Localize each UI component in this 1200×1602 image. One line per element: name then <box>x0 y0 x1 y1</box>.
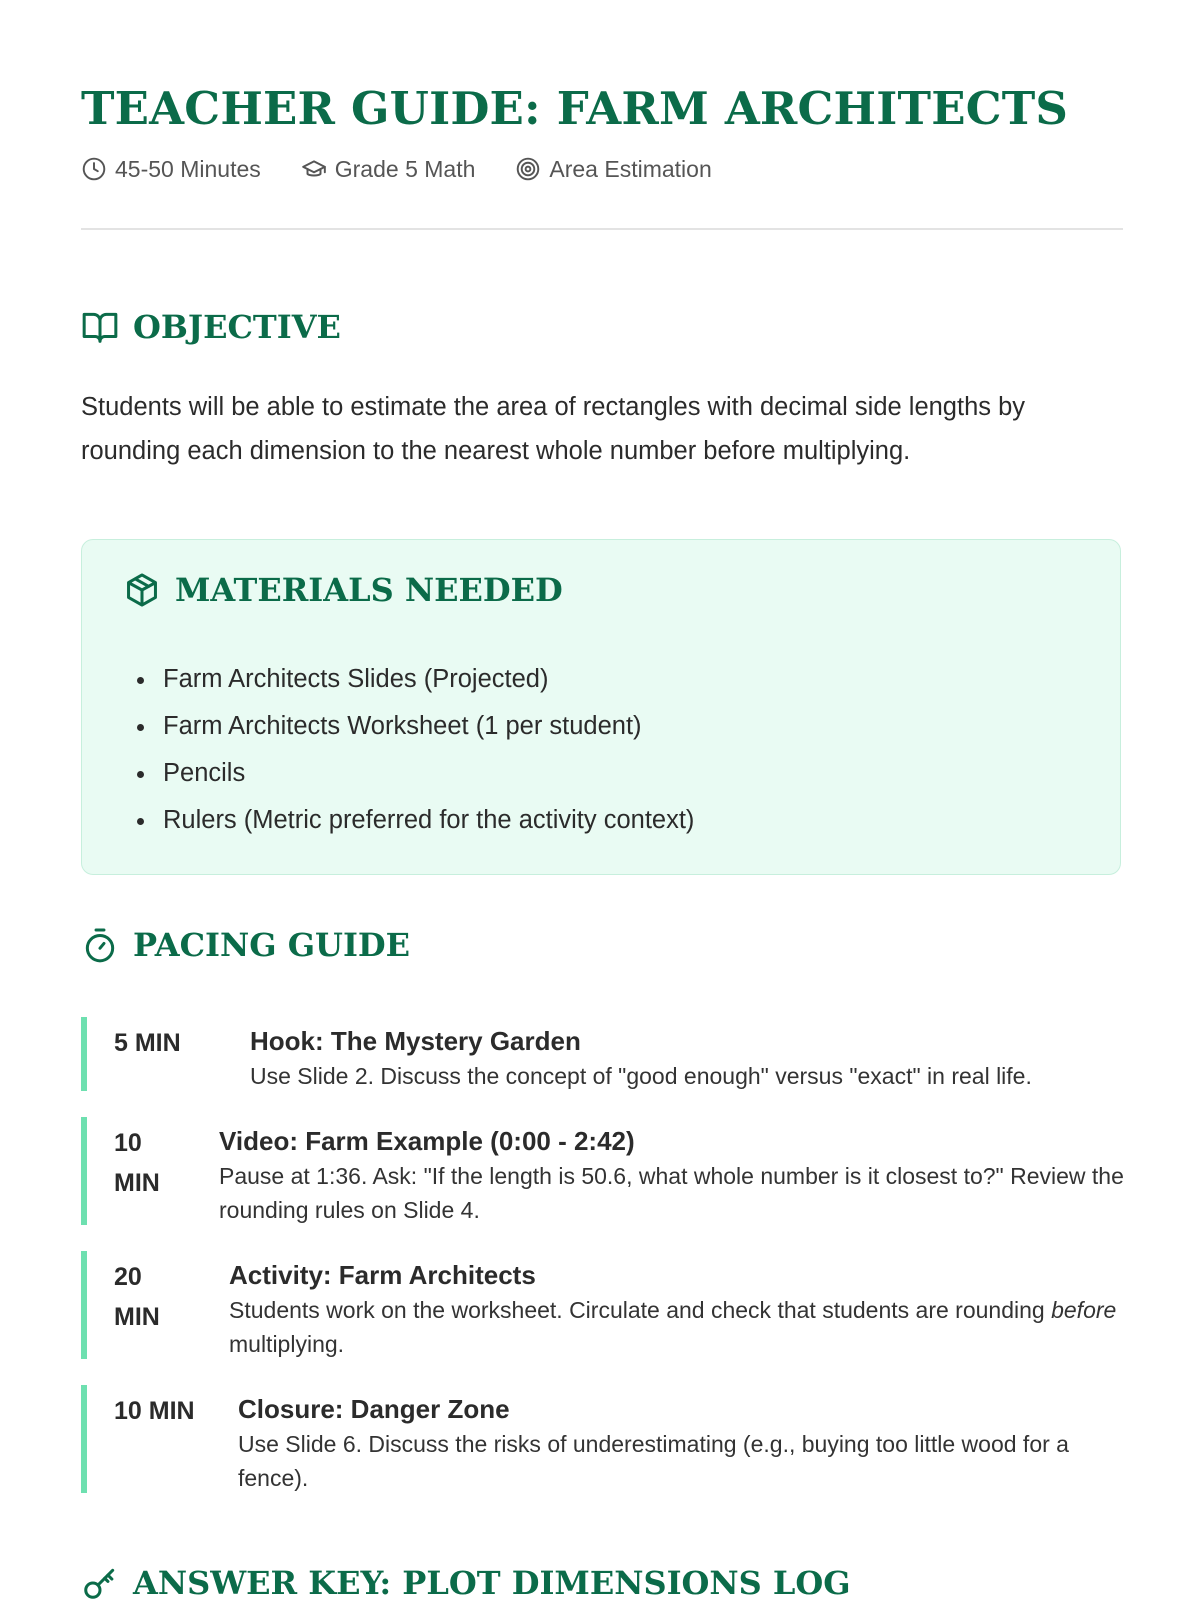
list-item: Farm Architects Slides (Projected) <box>163 656 694 703</box>
lesson-meta <box>81 154 712 184</box>
pacing-title: Hook: The Mystery Garden <box>250 1026 581 1056</box>
graduation-cap-icon <box>301 156 327 182</box>
pacing-desc: Pause at 1:36. Ask: "If the length is 50.6, what whole number is it closest to?" Review the rounding rules on Slide 4. <box>219 1163 1124 1223</box>
list-item: Pencils <box>163 750 694 797</box>
pacing-desc: Use Slide 2. Discuss the concept of "good enough" versus "exact" in real life. <box>250 1063 1032 1089</box>
open-book-icon <box>81 308 119 346</box>
pacing-heading-text: PACING GUIDE <box>133 926 411 964</box>
pacing-body <box>219 1123 1141 1227</box>
meta-grade <box>301 156 476 183</box>
pacing-time: 5 MIN <box>114 1029 181 1057</box>
pacing-time: 10 MIN <box>114 1397 195 1425</box>
box-icon <box>123 571 161 609</box>
meta-duration-text: 45-50 Minutes <box>115 155 261 182</box>
list-item: Rulers (Metric preferred for the activity context) <box>163 797 694 844</box>
clock-icon <box>81 156 107 182</box>
objective-text: Students will be able to estimate the area of rectangles with decimal side lengths by rounding each dimension to the nearest whole number before multiplying. <box>81 393 1026 465</box>
answer-key-heading-text: ANSWER KEY: PLOT DIMENSIONS LOG <box>133 1564 851 1602</box>
list-item: Farm Architects Worksheet (1 per student) <box>163 703 694 750</box>
stopwatch-icon <box>81 926 119 964</box>
pacing-row-activity <box>81 1251 1141 1359</box>
objective-heading <box>81 308 341 346</box>
meta-duration <box>81 156 261 183</box>
page-title: TEACHER GUIDE: FARM ARCHITECTS <box>81 82 1069 135</box>
pacing-time: 20 MIN <box>114 1263 160 1331</box>
pacing-row-video <box>81 1117 1141 1225</box>
materials-heading <box>123 571 563 609</box>
meta-grade-text: Grade 5 Math <box>334 155 476 182</box>
pacing-title: Activity: Farm Architects <box>229 1260 536 1290</box>
pacing-title: Closure: Danger Zone <box>238 1394 510 1424</box>
pacing-desc: Use Slide 6. Discuss the risks of underestimating (e.g., buying too little wood for a fence). <box>238 1431 1069 1491</box>
key-icon <box>81 1564 119 1602</box>
pacing-desc <box>229 1293 1141 1361</box>
pacing-desc-emphasis: before <box>1051 1297 1117 1323</box>
pacing-row-hook <box>81 1017 1141 1091</box>
pacing-body <box>238 1391 1141 1495</box>
objective-heading-text: OBJECTIVE <box>133 308 341 346</box>
header-divider <box>81 228 1123 230</box>
meta-topic <box>515 156 711 183</box>
pacing-time: 10 MIN <box>114 1129 160 1197</box>
pacing-body <box>229 1257 1141 1361</box>
materials-heading-text: MATERIALS NEEDED <box>175 571 563 609</box>
materials-panel <box>81 539 1121 875</box>
answer-key-heading <box>81 1564 851 1602</box>
target-icon <box>515 156 541 182</box>
meta-topic-text: Area Estimation <box>549 155 712 182</box>
materials-list <box>163 656 694 844</box>
pacing-row-closure <box>81 1385 1141 1493</box>
pacing-desc-text: Students work on the worksheet. Circulate and check that students are rounding <box>229 1297 1045 1323</box>
pacing-heading <box>81 926 410 964</box>
pacing-desc-text: multiplying. <box>229 1331 345 1357</box>
pacing-title: Video: Farm Example (0:00 - 2:42) <box>219 1126 635 1156</box>
pacing-body <box>250 1023 1141 1093</box>
